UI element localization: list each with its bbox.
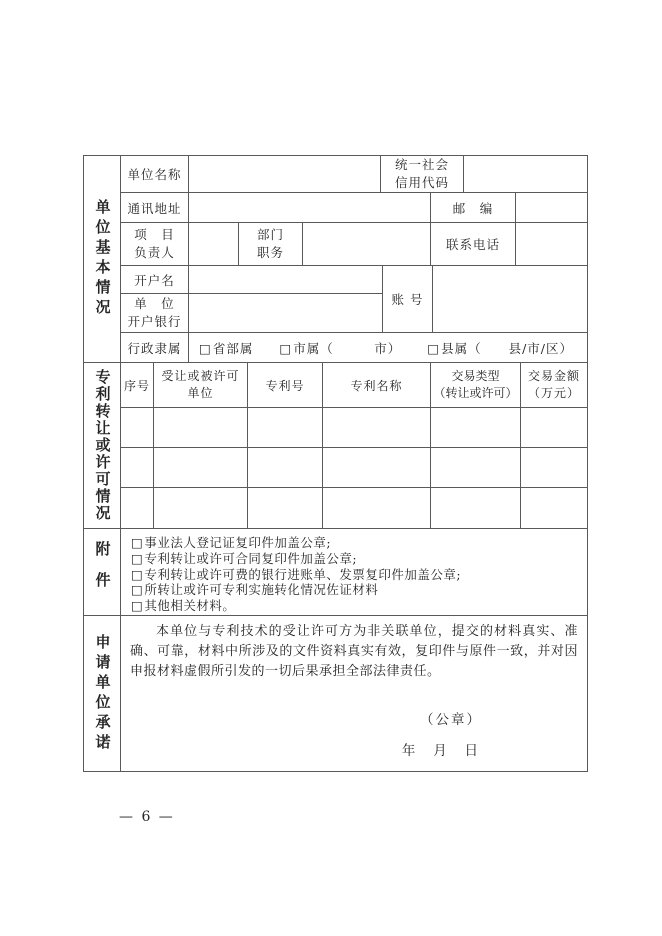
credit-code-field (464, 156, 587, 192)
attachment-item (131, 567, 577, 583)
affiliation-option-label: 市属（ 市） (293, 340, 402, 356)
checkbox-icon: □ (131, 535, 144, 550)
patent-cell-patent-no (248, 408, 323, 447)
phone-label: 联系电话 (431, 223, 516, 265)
seal-placeholder: （公章） (420, 712, 482, 728)
attachment-item (131, 582, 577, 598)
patent-table-row (121, 448, 587, 488)
application-form-table (83, 155, 588, 772)
dept-position-label: 部门 职务 (239, 223, 303, 265)
section-commitment (84, 616, 587, 771)
date-placeholder: 年 月 日 (401, 743, 478, 759)
dept-position-field (303, 223, 431, 265)
patent-cell-patent-no (248, 488, 323, 528)
patent-cell-patent-name (323, 408, 431, 447)
affiliation-option-province (199, 339, 253, 357)
credit-code-label: 统一社会 信用代码 (381, 156, 464, 192)
attachment-item-label: 事业法人登记证复印件加盖公章; (144, 535, 332, 550)
bank-label: 单 位 开户银行 (121, 294, 189, 332)
patent-cell-transaction-type (431, 488, 521, 528)
unit-name-field (189, 156, 381, 192)
account-name-field (189, 266, 382, 293)
affiliation-label: 行政隶属 (121, 333, 189, 362)
section-basic-info-label-cell (84, 156, 121, 362)
address-field (189, 193, 431, 222)
attachment-item-label: 所转让或许可专利实施转化情况佐证材料 (144, 582, 379, 598)
section-basic-info (84, 156, 587, 363)
row-bank-account (121, 266, 587, 333)
patent-cell-serial (121, 408, 154, 447)
patent-table-row (121, 408, 587, 448)
affiliation-option-county (427, 339, 573, 357)
account-name-label: 开户名 (121, 266, 189, 293)
patent-cell-transaction-amount (521, 408, 587, 447)
col-header-transaction-type: 交易类型 （转让或许可） (431, 363, 521, 407)
patent-cell-transaction-type (431, 448, 521, 487)
address-label: 通讯地址 (121, 193, 189, 222)
row-account-name (121, 266, 382, 294)
affiliation-option-label: 县属（ 县/市/区） (441, 340, 573, 356)
row-bank (121, 294, 382, 332)
section-attachments-label-cell (84, 529, 121, 615)
patent-cell-transaction-amount (521, 448, 587, 487)
patent-cell-patent-name (323, 488, 431, 528)
checkbox-icon: □ (279, 340, 293, 356)
patent-transfer-content (121, 363, 587, 528)
affiliation-option-label: 省部属 (212, 340, 254, 356)
row-unit-name (121, 156, 587, 193)
attachment-item (131, 551, 577, 567)
patent-cell-assignee (154, 408, 248, 447)
section-attachments-label: 附件 (93, 541, 112, 603)
section-commitment-label: 申请单位承诺 (93, 633, 112, 754)
attachment-item (131, 598, 577, 614)
patent-cell-patent-name (323, 448, 431, 487)
row-address (121, 193, 587, 223)
row-affiliation (121, 333, 587, 362)
row-project-leader (121, 223, 587, 266)
basic-info-content (121, 156, 587, 362)
attachment-item (131, 535, 577, 551)
section-commitment-label-cell (84, 616, 121, 771)
patent-cell-serial (121, 488, 154, 528)
project-leader-field (189, 223, 239, 265)
postcode-label: 邮 编 (431, 193, 516, 222)
project-leader-label: 项 目 负责人 (121, 223, 189, 265)
section-patent-transfer-label: 专利转让或许可情况 (93, 369, 112, 522)
attachment-item-label: 专利转让或许可费的银行进账单、发票复印件加盖公章; (144, 566, 462, 582)
checkbox-icon: □ (131, 582, 144, 598)
patent-cell-assignee (154, 448, 248, 487)
unit-name-label: 单位名称 (121, 156, 189, 192)
checkbox-icon: □ (131, 598, 144, 614)
bank-account-left-block (121, 266, 383, 332)
attachment-item-label: 专利转让或许可合同复印件加盖公章; (144, 550, 358, 566)
section-patent-transfer (84, 363, 587, 529)
patent-cell-patent-no (248, 448, 323, 487)
checkbox-icon: □ (199, 340, 212, 356)
affiliation-option-city (279, 339, 401, 357)
section-patent-transfer-label-cell (84, 363, 121, 528)
postcode-field (516, 193, 587, 222)
page-number: — 6 — (119, 809, 175, 825)
checkbox-icon: □ (131, 550, 144, 566)
bank-field (189, 294, 382, 332)
checkbox-icon: □ (427, 340, 441, 356)
attachment-item-label: 其他相关材料。 (144, 598, 236, 614)
attachments-list (121, 529, 587, 615)
patent-cell-transaction-amount (521, 488, 587, 528)
phone-field (516, 223, 587, 265)
commitment-content (121, 616, 587, 771)
patent-table-row (121, 488, 587, 528)
affiliation-options (189, 333, 587, 362)
col-header-transaction-amount: 交易金额 （万元） (527, 368, 580, 400)
col-header-patent-name: 专利名称 (323, 363, 431, 407)
section-basic-info-label: 单位基本情况 (93, 199, 112, 319)
account-no-label: 账 号 (383, 266, 433, 332)
col-header-assignee: 受让或被许可 单位 (154, 363, 248, 407)
patent-cell-serial (121, 448, 154, 487)
account-no-field (433, 266, 587, 332)
commitment-text: 本单位与专利技术的受让许可方为非关联单位，提交的材料真实、准确、可靠，材料中所涉及的文件资料真实有效，复印件与原件一致，并对因申报材料虚假所引发的一切后果承担全部法律责任。 (130, 624, 578, 679)
col-header-patent-no: 专利号 (248, 363, 323, 407)
patent-table-header-row (121, 363, 587, 408)
checkbox-icon: □ (131, 566, 144, 582)
patent-cell-transaction-type (431, 408, 521, 447)
section-attachments (84, 529, 587, 616)
patent-cell-assignee (154, 488, 248, 528)
col-header-serial: 序号 (121, 363, 154, 407)
